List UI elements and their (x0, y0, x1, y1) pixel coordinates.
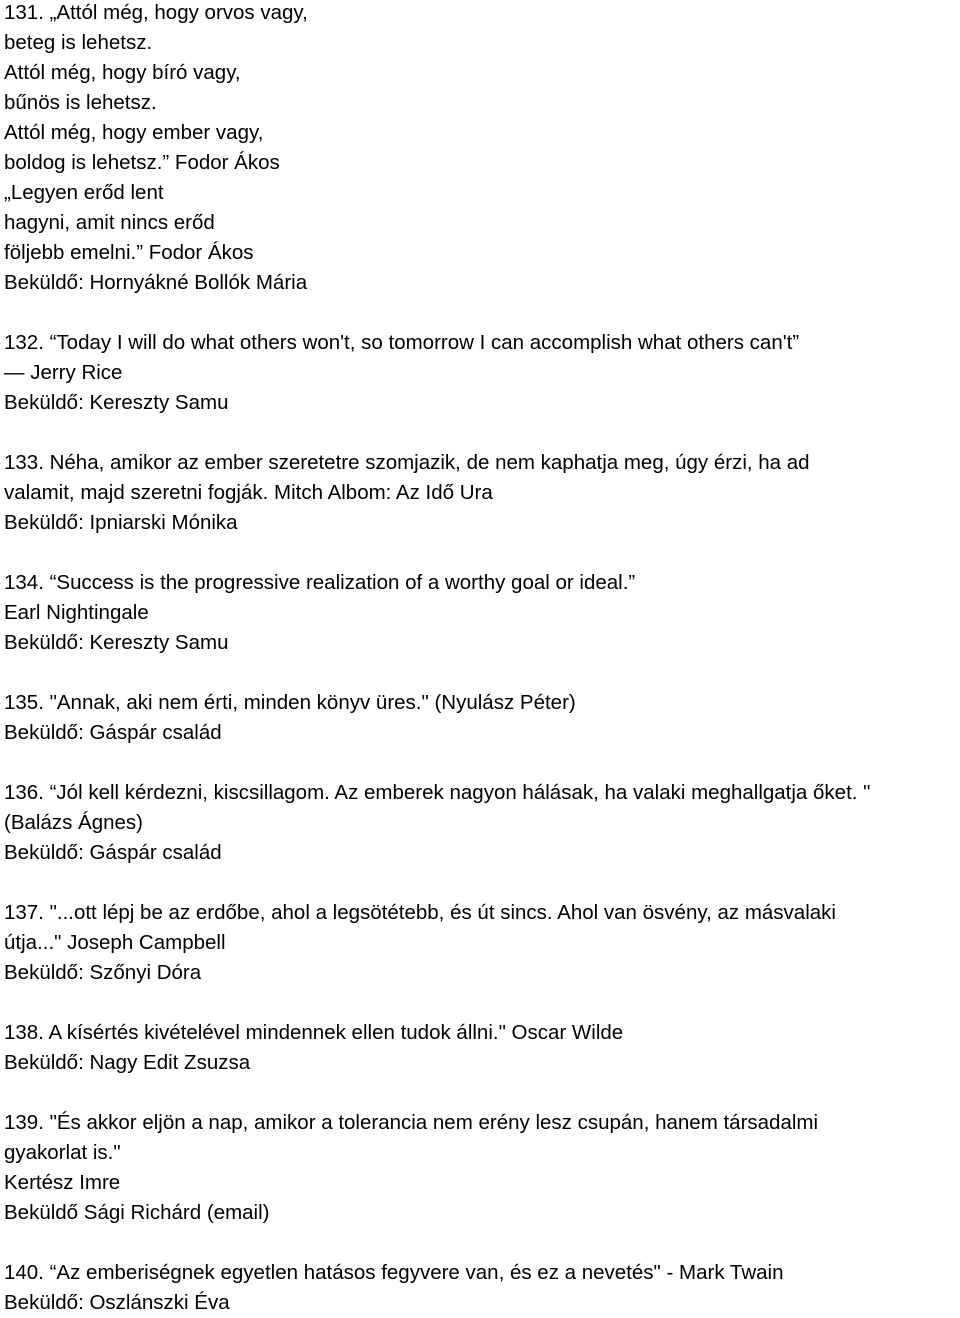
entry-spacer (4, 868, 954, 898)
quote-line: bűnös is lehetsz. (4, 91, 157, 114)
quote-line: Attól még, hogy ember vagy, (4, 121, 264, 144)
sender-line: Beküldő: Szőnyi Dóra (4, 961, 202, 984)
entry-spacer (4, 988, 954, 1018)
quote-line: gyakorlat is." (4, 1141, 121, 1164)
sender-line: Beküldő Sági Richárd (email) (4, 1201, 270, 1224)
quote-entry-138 (4, 1018, 954, 1078)
quote-line: Attól még, hogy bíró vagy, (4, 61, 241, 84)
quote-entry-135 (4, 688, 954, 748)
sender-line: Beküldő: Oszlánszki Éva (4, 1291, 230, 1314)
quote-line: 132. “Today I will do what others won't, so tomorrow I can accomplish what others can't” (4, 331, 800, 354)
quote-line: ― Jerry Rice (4, 361, 123, 384)
quote-line: 131. „Attól még, hogy orvos vagy, (4, 1, 308, 24)
quote-line: 138. A kísértés kivételével mindennek ellen tudok állni." Oscar Wilde (4, 1021, 624, 1044)
quote-line: 139. "És akkor eljön a nap, amikor a tolerancia nem erény lesz csupán, hanem társadalmi (4, 1111, 819, 1134)
quote-document (4, 0, 954, 1318)
quote-line: Earl Nightingale (4, 601, 149, 624)
entry-spacer (4, 1078, 954, 1108)
entry-spacer (4, 418, 954, 448)
quote-entry-140 (4, 1258, 954, 1318)
quote-line: útja..." Joseph Campbell (4, 931, 226, 954)
quote-line: hagyni, amit nincs erőd (4, 211, 215, 234)
quote-line: följebb emelni.” Fodor Ákos (4, 241, 254, 264)
sender-line: Beküldő: Kereszty Samu (4, 631, 229, 654)
quote-line: 133. Néha, amikor az ember szeretetre szomjazik, de nem kaphatja meg, úgy érzi, ha ad (4, 451, 810, 474)
quote-line: 140. “Az emberiségnek egyetlen hatásos fegyvere van, és ez a nevetés" - Mark Twain (4, 1261, 784, 1284)
entry-spacer (4, 1228, 954, 1258)
quote-line: valamit, majd szeretni fogják. Mitch Albom: Az Idő Ura (4, 481, 493, 504)
sender-line: Beküldő: Hornyákné Bollók Mária (4, 271, 308, 294)
sender-line: Beküldő: Kereszty Samu (4, 391, 229, 414)
quote-line: (Balázs Ágnes) (4, 811, 144, 834)
quote-entry-136 (4, 778, 954, 868)
sender-line: Beküldő: Gáspár család (4, 721, 222, 744)
entry-spacer (4, 298, 954, 328)
quote-entry-139 (4, 1108, 954, 1228)
sender-line: Beküldő: Nagy Edit Zsuzsa (4, 1051, 251, 1074)
quote-line: 134. “Success is the progressive realization of a worthy goal or ideal.” (4, 571, 636, 594)
quote-line: boldog is lehetsz.” Fodor Ákos (4, 151, 280, 174)
entry-spacer (4, 538, 954, 568)
entry-spacer (4, 748, 954, 778)
quote-line: 137. "...ott lépj be az erdőbe, ahol a legsötétebb, és út sincs. Ahol van ösvény, az másvalaki (4, 901, 836, 924)
quote-entry-137 (4, 898, 954, 988)
quote-line: Kertész Imre (4, 1171, 121, 1194)
quote-line: „Legyen erőd lent (4, 181, 164, 204)
quote-line: beteg is lehetsz. (4, 31, 153, 54)
sender-line: Beküldő: Gáspár család (4, 841, 222, 864)
quote-entry-134 (4, 568, 954, 658)
quote-entry-133 (4, 448, 954, 538)
entry-spacer (4, 658, 954, 688)
quote-entry-132 (4, 328, 954, 418)
quote-entry-131 (4, 0, 954, 298)
quote-line: 135. "Annak, aki nem érti, minden könyv üres." (Nyulász Péter) (4, 691, 576, 714)
quote-line: 136. “Jól kell kérdezni, kiscsillagom. Az emberek nagyon hálásak, ha valaki meghallgatja őket. " (4, 781, 871, 804)
sender-line: Beküldő: Ipniarski Mónika (4, 511, 238, 534)
